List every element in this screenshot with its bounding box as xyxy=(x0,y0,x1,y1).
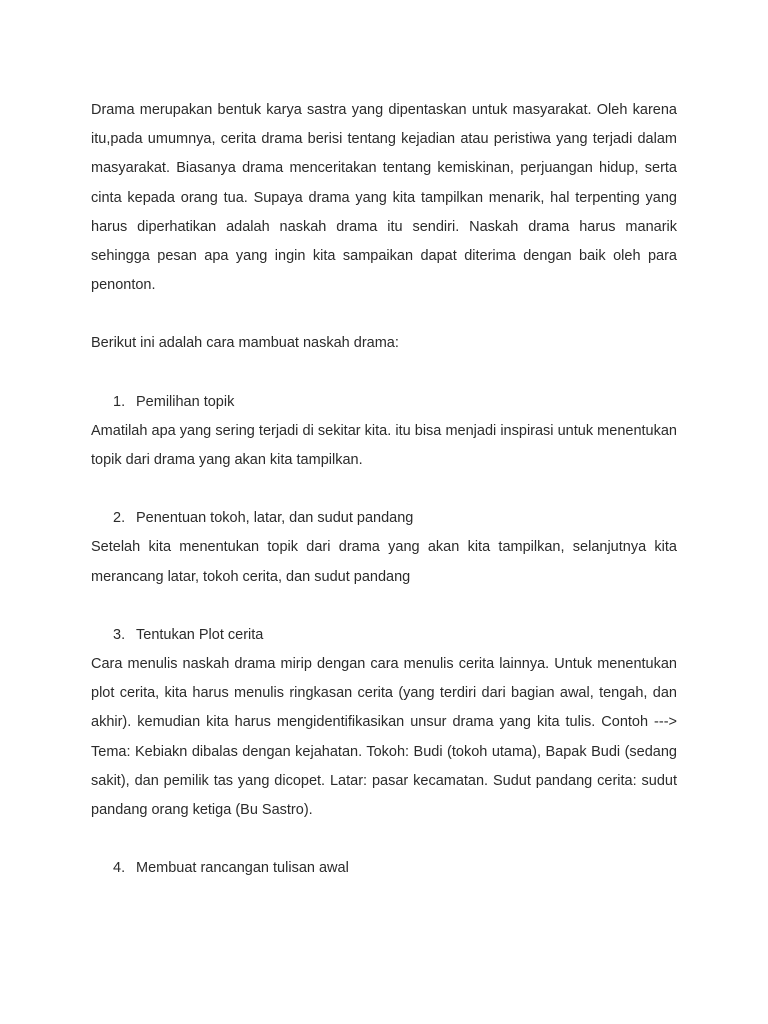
step-3-body: Cara menulis naskah drama mirip dengan cara menulis cerita lainnya. Untuk menentukan plot cerita, kita harus menulis ringkasan cerita (yang terdiri dari bagian awal, tengah, dan akhir). kemudian kita harus mengidentifikasikan unsur drama yang kita tulis. Contoh ---> Tema: Kebiakn dibalas dengan kejahatan. Tokoh: Budi (tokoh utama), Bapak Budi (sedang sakit), dan pemilik tas yang dicopet. Latar: pasar kecamatan. Sudut pandang cerita: sudut pandang orang ketiga (Bu Sastro). xyxy=(91,656,677,819)
document-page xyxy=(91,96,677,883)
step-4-number: 4. xyxy=(113,860,126,877)
step-1-body: Amatilah apa yang sering terjadi di sekitar kita. itu bisa menjadi inspirasi untuk menentukan topik dari drama yang akan kita tampilkan. xyxy=(91,422,677,469)
step-4-title: Membuat rancangan tulisan awal xyxy=(136,860,349,877)
step-3-heading xyxy=(91,621,677,650)
step-3-title: Tentukan Plot cerita xyxy=(136,626,264,643)
step-1-number: 1. xyxy=(113,393,126,410)
step-2-heading xyxy=(91,504,677,533)
lead-paragraph: Berikut ini adalah cara mambuat naskah drama: xyxy=(91,335,399,352)
step-3-number: 3. xyxy=(113,626,126,643)
step-2-title: Penentuan tokoh, latar, dan sudut pandang xyxy=(136,510,414,527)
step-4-heading xyxy=(91,854,677,883)
step-2-body: Setelah kita menentukan topik dari drama yang akan kita tampilkan, selanjutnya kita merancang latar, tokoh cerita, dan sudut pandang xyxy=(91,539,677,585)
spacer xyxy=(91,300,677,329)
spacer xyxy=(91,592,677,621)
step-1-title: Pemilihan topik xyxy=(136,393,235,410)
spacer xyxy=(91,359,677,388)
intro-paragraph: Drama merupakan bentuk karya sastra yang dipentaskan untuk masyarakat. Oleh karena itu,pada umumnya, cerita drama berisi tentang kejadian atau peristiwa yang terjadi dalam masyarakat. Biasanya drama menceritakan tentang kemiskinan, perjuangan hidup, serta cinta kepada orang tua. Supaya drama yang kita tampilkan menarik, hal terpenting yang harus diperhatikan adalah naskah drama itu sendiri. Naskah drama harus manarik sehingga pesan apa yang ingin kita sampaikan dapat diterima dengan baik oleh para penonton. xyxy=(91,102,677,294)
step-1-heading xyxy=(91,388,677,417)
spacer xyxy=(91,825,677,854)
step-2-number: 2. xyxy=(113,510,126,527)
spacer xyxy=(91,475,677,504)
